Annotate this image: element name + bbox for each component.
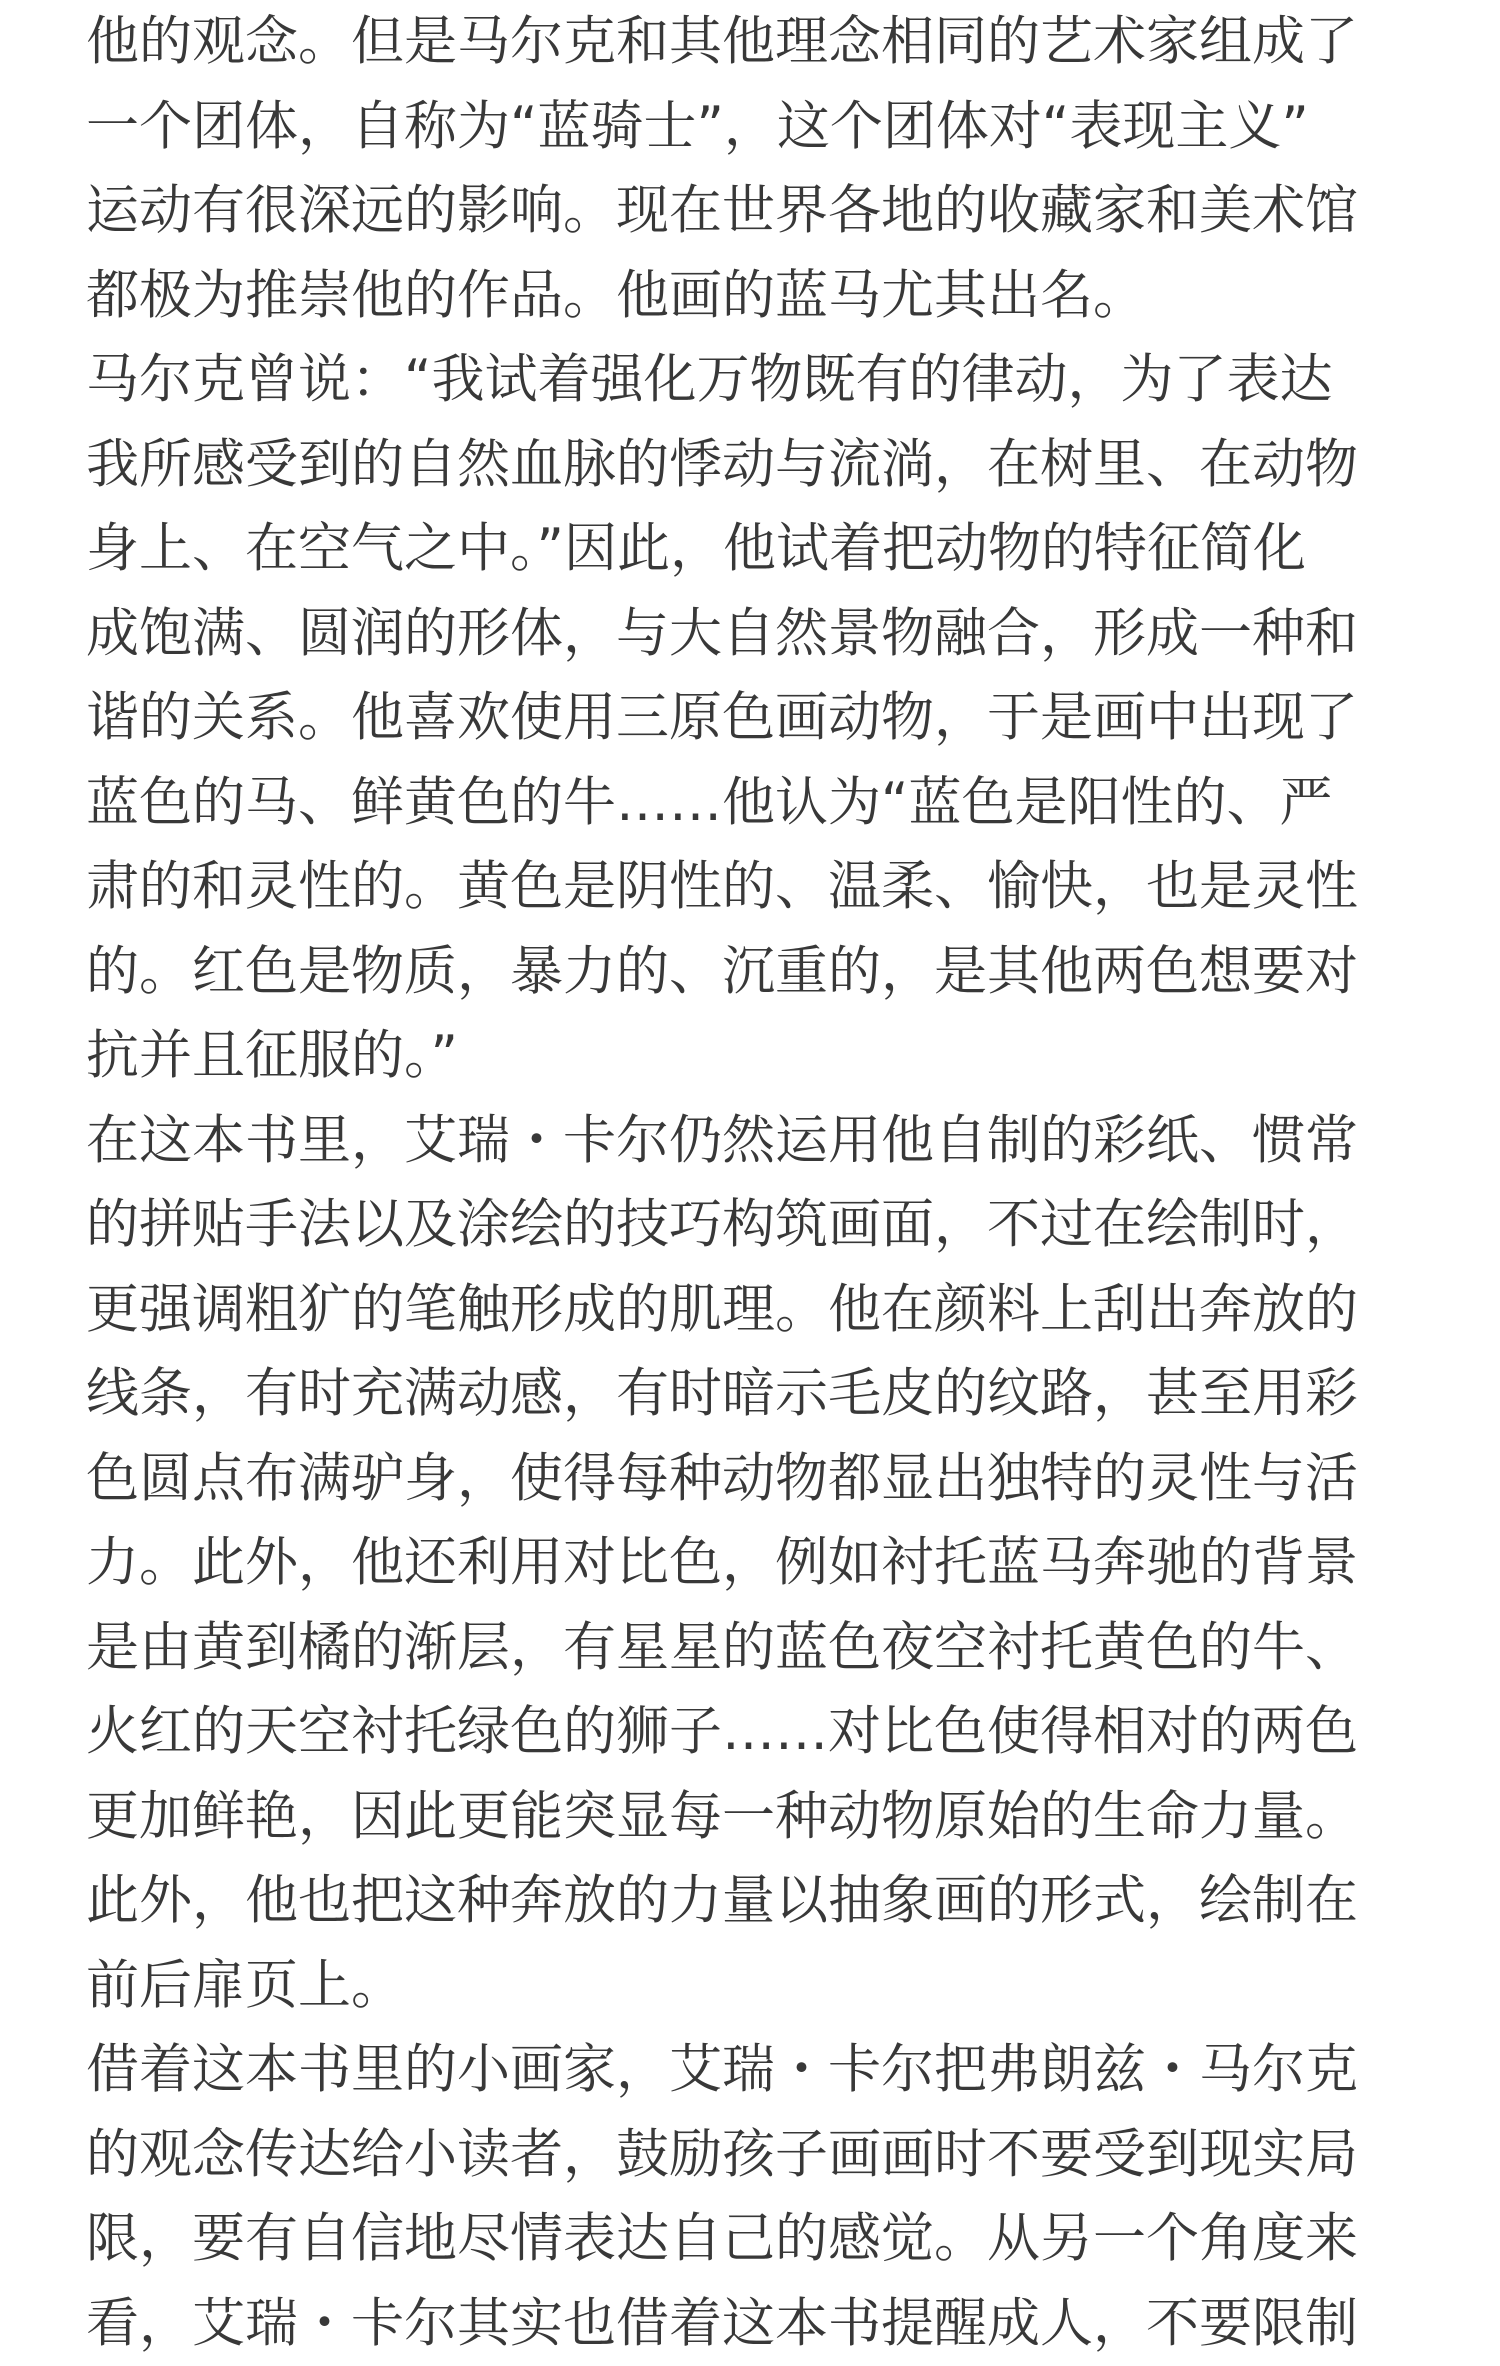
text-line: 前后扉页上。 [86, 1944, 1426, 2029]
text-line: 的。红色是物质，暴力的、沉重的，是其他两色想要对 [86, 930, 1426, 1015]
text-line: 成饱满、圆润的形体，与大自然景物融合，形成一种和 [86, 592, 1426, 677]
text-line: 谐的关系。他喜欢使用三原色画动物，于是画中出现了 [86, 676, 1426, 761]
text-line: 运动有很深远的影响。现在世界各地的收藏家和美术馆 [86, 169, 1426, 254]
text-line: 火红的天空衬托绿色的狮子……对比色使得相对的两色 [86, 1690, 1426, 1775]
text-line: 他的观念。但是马尔克和其他理念相同的艺术家组成了 [86, 0, 1426, 85]
text-line: 抗并且征服的。” [86, 1014, 1426, 1099]
article-text [86, 0, 1426, 2366]
text-line: 力。此外，他还利用对比色，例如衬托蓝马奔驰的背景 [86, 1521, 1426, 1606]
text-line: 都极为推崇他的作品。他画的蓝马尤其出名。 [86, 254, 1426, 339]
text-line: 更强调粗犷的笔触形成的肌理。他在颜料上刮出奔放的 [86, 1268, 1426, 1353]
text-line: 一个团体，自称为“蓝骑士”，这个团体对“表现主义” [86, 85, 1426, 170]
text-line: 线条，有时充满动感，有时暗示毛皮的纹路，甚至用彩 [86, 1352, 1426, 1437]
text-line: 色圆点布满驴身，使得每种动物都显出独特的灵性与活 [86, 1437, 1426, 1522]
text-line: 看，艾瑞・卡尔其实也借着这本书提醒成人，不要限制 [86, 2282, 1426, 2366]
text-line: 我所感受到的自然血脉的悸动与流淌，在树里、在动物 [86, 423, 1426, 508]
text-line: 肃的和灵性的。黄色是阴性的、温柔、愉快，也是灵性 [86, 845, 1426, 930]
text-line: 在这本书里，艾瑞・卡尔仍然运用他自制的彩纸、惯常 [86, 1099, 1426, 1184]
text-line: 的拼贴手法以及涂绘的技巧构筑画面，不过在绘制时， [86, 1183, 1426, 1268]
text-line: 是由黄到橘的渐层，有星星的蓝色夜空衬托黄色的牛、 [86, 1606, 1426, 1691]
text-line: 蓝色的马、鲜黄色的牛……他认为“蓝色是阳性的、严 [86, 761, 1426, 846]
text-line: 借着这本书里的小画家，艾瑞・卡尔把弗朗兹・马尔克 [86, 2028, 1426, 2113]
text-line: 的观念传达给小读者，鼓励孩子画画时不要受到现实局 [86, 2113, 1426, 2198]
text-line: 更加鲜艳，因此更能突显每一种动物原始的生命力量。 [86, 1775, 1426, 1860]
text-line: 身上、在空气之中。”因此，他试着把动物的特征简化 [86, 507, 1426, 592]
text-line: 马尔克曾说：“我试着强化万物既有的律动，为了表达 [86, 338, 1426, 423]
text-line: 限，要有自信地尽情表达自己的感觉。从另一个角度来 [86, 2197, 1426, 2282]
text-line: 此外，他也把这种奔放的力量以抽象画的形式，绘制在 [86, 1859, 1426, 1944]
